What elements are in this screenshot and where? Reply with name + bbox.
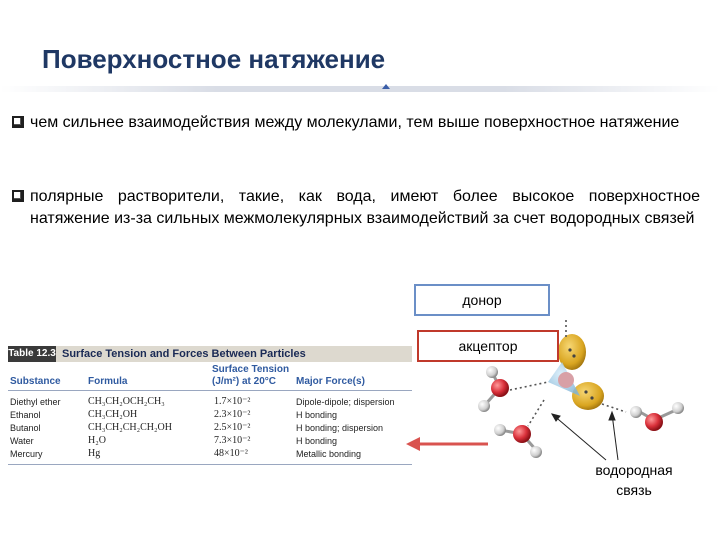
cell-force: Dipole-dipole; dispersion bbox=[296, 397, 395, 407]
col-header-force: Major Force(s) bbox=[296, 376, 365, 387]
oxygen-atom bbox=[491, 379, 509, 397]
pointer-arrows bbox=[552, 412, 618, 460]
title-divider bbox=[0, 86, 720, 92]
col-header-substance: Substance bbox=[10, 376, 61, 387]
cell-force: H bonding bbox=[296, 436, 338, 446]
cell-tension: 7.3×10⁻² bbox=[214, 435, 251, 446]
table-rule bbox=[8, 464, 412, 465]
lone-pair-lobe bbox=[572, 382, 604, 410]
cell-substance: Mercury bbox=[10, 449, 43, 459]
acceptor-label: акцептор bbox=[417, 330, 559, 362]
hydrogen-atom bbox=[494, 424, 506, 436]
hydrogen-atom bbox=[630, 406, 642, 418]
oxygen-atom bbox=[558, 372, 574, 388]
cell-formula: H₂O bbox=[88, 435, 106, 446]
water-molecule bbox=[478, 366, 509, 412]
col-header-tension-1: Surface Tension bbox=[212, 364, 290, 375]
surface-tension-table bbox=[8, 340, 412, 470]
cell-force: Metallic bonding bbox=[296, 449, 362, 459]
cell-substance: Water bbox=[10, 436, 34, 446]
hydrogen-atom bbox=[478, 400, 490, 412]
water-molecule bbox=[630, 402, 684, 431]
red-arrow-icon bbox=[404, 436, 490, 452]
bullet-text: полярные растворители, такие, как вода, имеют более высокое поверхностное натяжение из-за сильных межмолекулярных взаимодействий за счет водородных связей bbox=[30, 188, 700, 227]
slide-title: Поверхностное натяжение bbox=[42, 44, 386, 74]
table-rule bbox=[8, 390, 412, 391]
hydrogen-atom bbox=[672, 402, 684, 414]
checkbox-bullet-icon bbox=[12, 116, 24, 128]
oxygen-atom bbox=[645, 413, 663, 431]
oxygen-atom bbox=[513, 425, 531, 443]
cell-tension: 1.7×10⁻² bbox=[214, 396, 251, 407]
donor-label: донор bbox=[414, 284, 550, 316]
col-header-formula: Formula bbox=[88, 376, 128, 387]
hydrogen-bond-label-line1: водородная bbox=[595, 462, 673, 478]
col-header-tension-2: (J/m²) at 20°C bbox=[212, 376, 277, 387]
water-molecule bbox=[494, 424, 542, 458]
cell-force: H bonding; dispersion bbox=[296, 423, 384, 433]
table-header-bar bbox=[8, 346, 412, 362]
cell-formula: CH₃CH₂OCH₂CH₃ bbox=[88, 396, 165, 407]
checkbox-bullet-icon bbox=[12, 190, 24, 202]
cell-formula: CH₃CH₂OH bbox=[88, 409, 138, 420]
title-marker bbox=[382, 84, 390, 89]
cell-tension: 48×10⁻² bbox=[214, 448, 248, 459]
bullet-text: чем сильнее взаимодействия между молекулами, тем выше поверхностное натяжение bbox=[30, 114, 680, 131]
hydrogen-atom bbox=[530, 446, 542, 458]
bullet-item bbox=[12, 112, 700, 134]
cell-substance: Butanol bbox=[10, 423, 41, 433]
cell-substance: Diethyl ether bbox=[10, 397, 61, 407]
hydrogen-bond-label bbox=[582, 460, 686, 500]
cell-tension: 2.5×10⁻² bbox=[214, 422, 251, 433]
cell-tension: 2.3×10⁻² bbox=[214, 409, 251, 420]
cell-substance: Ethanol bbox=[10, 410, 41, 420]
hydrogen-atom bbox=[486, 366, 498, 378]
table-title: Surface Tension and Forces Between Particles bbox=[62, 348, 306, 360]
cell-formula: Hg bbox=[88, 448, 101, 459]
bullet-item bbox=[12, 186, 700, 230]
cell-formula: CH₃CH₂CH₂CH₂OH bbox=[88, 422, 172, 433]
hydrogen-bond-label-line2: связь bbox=[616, 482, 652, 498]
table-number: Table 12.3 bbox=[8, 346, 56, 362]
cell-force: H bonding bbox=[296, 410, 338, 420]
